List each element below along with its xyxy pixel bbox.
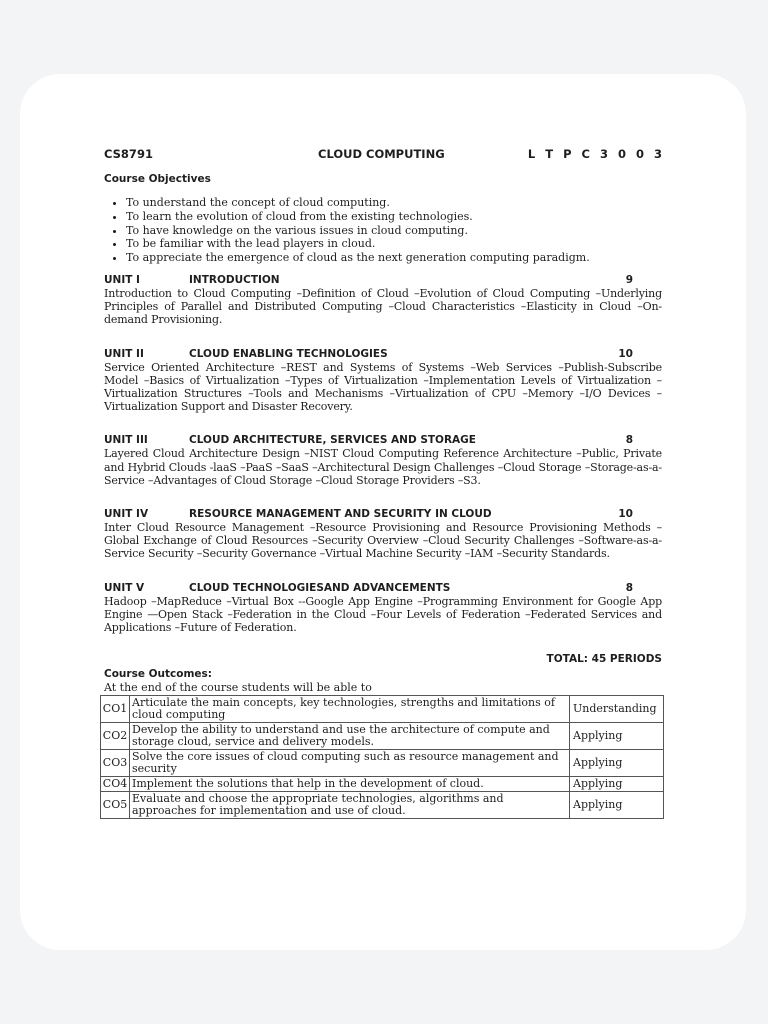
objective-item: • To appreciate the emergence of cloud as the next generation computing paradigm. [126, 251, 662, 265]
unit-title: RESOURCE MANAGEMENT AND SECURITY IN CLOUD [189, 508, 492, 521]
unit-heading [104, 273, 662, 287]
table-row [101, 723, 664, 750]
objective-item: • To have knowledge on the various issues in cloud computing. [126, 224, 662, 238]
outcome-level: Applying [570, 777, 664, 792]
unit-title: INTRODUCTION [189, 273, 280, 286]
unit-hours: 8 [625, 581, 633, 594]
unit-title: CLOUD TECHNOLOGIESAND ADVANCEMENTS [189, 581, 451, 594]
outcomes-table [100, 695, 664, 819]
unit-heading [104, 507, 662, 521]
unit-4 [104, 507, 662, 561]
unit-heading [104, 433, 662, 447]
unit-hours: 10 [618, 508, 633, 521]
unit-2 [104, 347, 662, 414]
outcome-text: Articulate the main concepts, key technologies, strengths and limitations of cloud computing [130, 696, 570, 723]
outcomes-heading: Course Outcomes: [104, 668, 212, 681]
objectives-list [104, 196, 662, 265]
unit-hours: 10 [618, 347, 633, 360]
outcome-text: Solve the core issues of cloud computing such as resource management and security [130, 750, 570, 777]
unit-description: Hadoop –MapReduce –Virtual Box --Google App Engine –Programming Environment for Google App Engine —Open Stack –Federation in the Cloud –Four Levels of Federation –Federated Services and Applications –Future of Federation. [104, 594, 662, 635]
table-row [101, 750, 664, 777]
outcome-text: Implement the solutions that help in the development of cloud. [130, 777, 570, 792]
unit-number: UNIT II [104, 347, 144, 360]
unit-hours: 9 [625, 273, 633, 286]
objective-item: • To be familiar with the lead players in cloud. [126, 237, 662, 251]
outcomes-intro: At the end of the course students will be able to [104, 681, 372, 695]
outcome-level: Understanding [570, 696, 664, 723]
outcome-code: CO2 [101, 723, 130, 750]
unit-description: Introduction to Cloud Computing –Definition of Cloud –Evolution of Cloud Computing –Underlying Principles of Parallel and Distributed Computing –Cloud Characteristics –Elasticity in Cloud –On-demand Provisioning. [104, 286, 662, 327]
table-row [101, 792, 664, 819]
course-ltpc: L T P C 3 0 0 3 [527, 147, 665, 161]
syllabus-content [102, 146, 665, 818]
outcome-text: Evaluate and choose the appropriate technologies, algorithms and approaches for implementation and use of cloud. [130, 792, 570, 819]
unit-hours: 8 [625, 434, 633, 447]
table-row [101, 696, 664, 723]
course-code: CS8791 [104, 147, 153, 161]
table-row [101, 777, 664, 792]
unit-5 [104, 581, 662, 635]
unit-heading [104, 581, 662, 595]
course-header [104, 146, 665, 162]
unit-3 [104, 433, 662, 487]
course-title: CLOUD COMPUTING [318, 147, 445, 161]
outcome-text: Develop the ability to understand and use the architecture of compute and storage cloud, service and delivery models. [130, 723, 570, 750]
outcome-code: CO1 [101, 696, 130, 723]
outcome-level: Applying [570, 723, 664, 750]
unit-description: Inter Cloud Resource Management –Resource Provisioning and Resource Provisioning Methods –Global Exchange of Cloud Resources –Security Overview –Cloud Security Challenges –Software-as-a-Service Security –Security Governance –Virtual Machine Security –IAM –Security Standards. [104, 521, 662, 561]
unit-description: Service Oriented Architecture –REST and Systems of Systems –Web Services –Publish-Subscribe Model –Basics of Virtualization –Types of Virtualization –Implementation Levels of Virtualization –Virtualization Structures –Tools and Mechanisms –Virtualization of CPU –Memory –I/O Devices –Virtualization Support and Disaster Recovery. [104, 360, 662, 414]
unit-number: UNIT IV [104, 508, 149, 521]
total-periods: TOTAL: 45 PERIODS [546, 653, 662, 666]
unit-heading [104, 347, 662, 361]
objectives-heading: Course Objectives [104, 173, 211, 185]
outcome-code: CO3 [101, 750, 130, 777]
objective-item: • To understand the concept of cloud computing. [126, 196, 662, 210]
unit-number: UNIT III [104, 434, 148, 447]
document-page [20, 74, 746, 950]
objective-item: • To learn the evolution of cloud from the existing technologies. [126, 210, 662, 224]
unit-number: UNIT V [104, 581, 145, 594]
outcome-code: CO5 [101, 792, 130, 819]
unit-number: UNIT I [104, 273, 140, 286]
unit-1 [104, 273, 662, 327]
unit-title: CLOUD ENABLING TECHNOLOGIES [189, 347, 388, 360]
unit-description: Layered Cloud Architecture Design –NIST Cloud Computing Reference Architecture –Public, Private and Hybrid Clouds -laaS –PaaS –SaaS –Architectural Design Challenges –Cloud Storage –Storage-as-a-Service –Advantages of Cloud Storage –Cloud Storage Providers –S3. [104, 447, 662, 487]
outcome-level: Applying [570, 792, 664, 819]
outcome-level: Applying [570, 750, 664, 777]
unit-title: CLOUD ARCHITECTURE, SERVICES AND STORAGE [189, 434, 476, 447]
outcome-code: CO4 [101, 777, 130, 792]
